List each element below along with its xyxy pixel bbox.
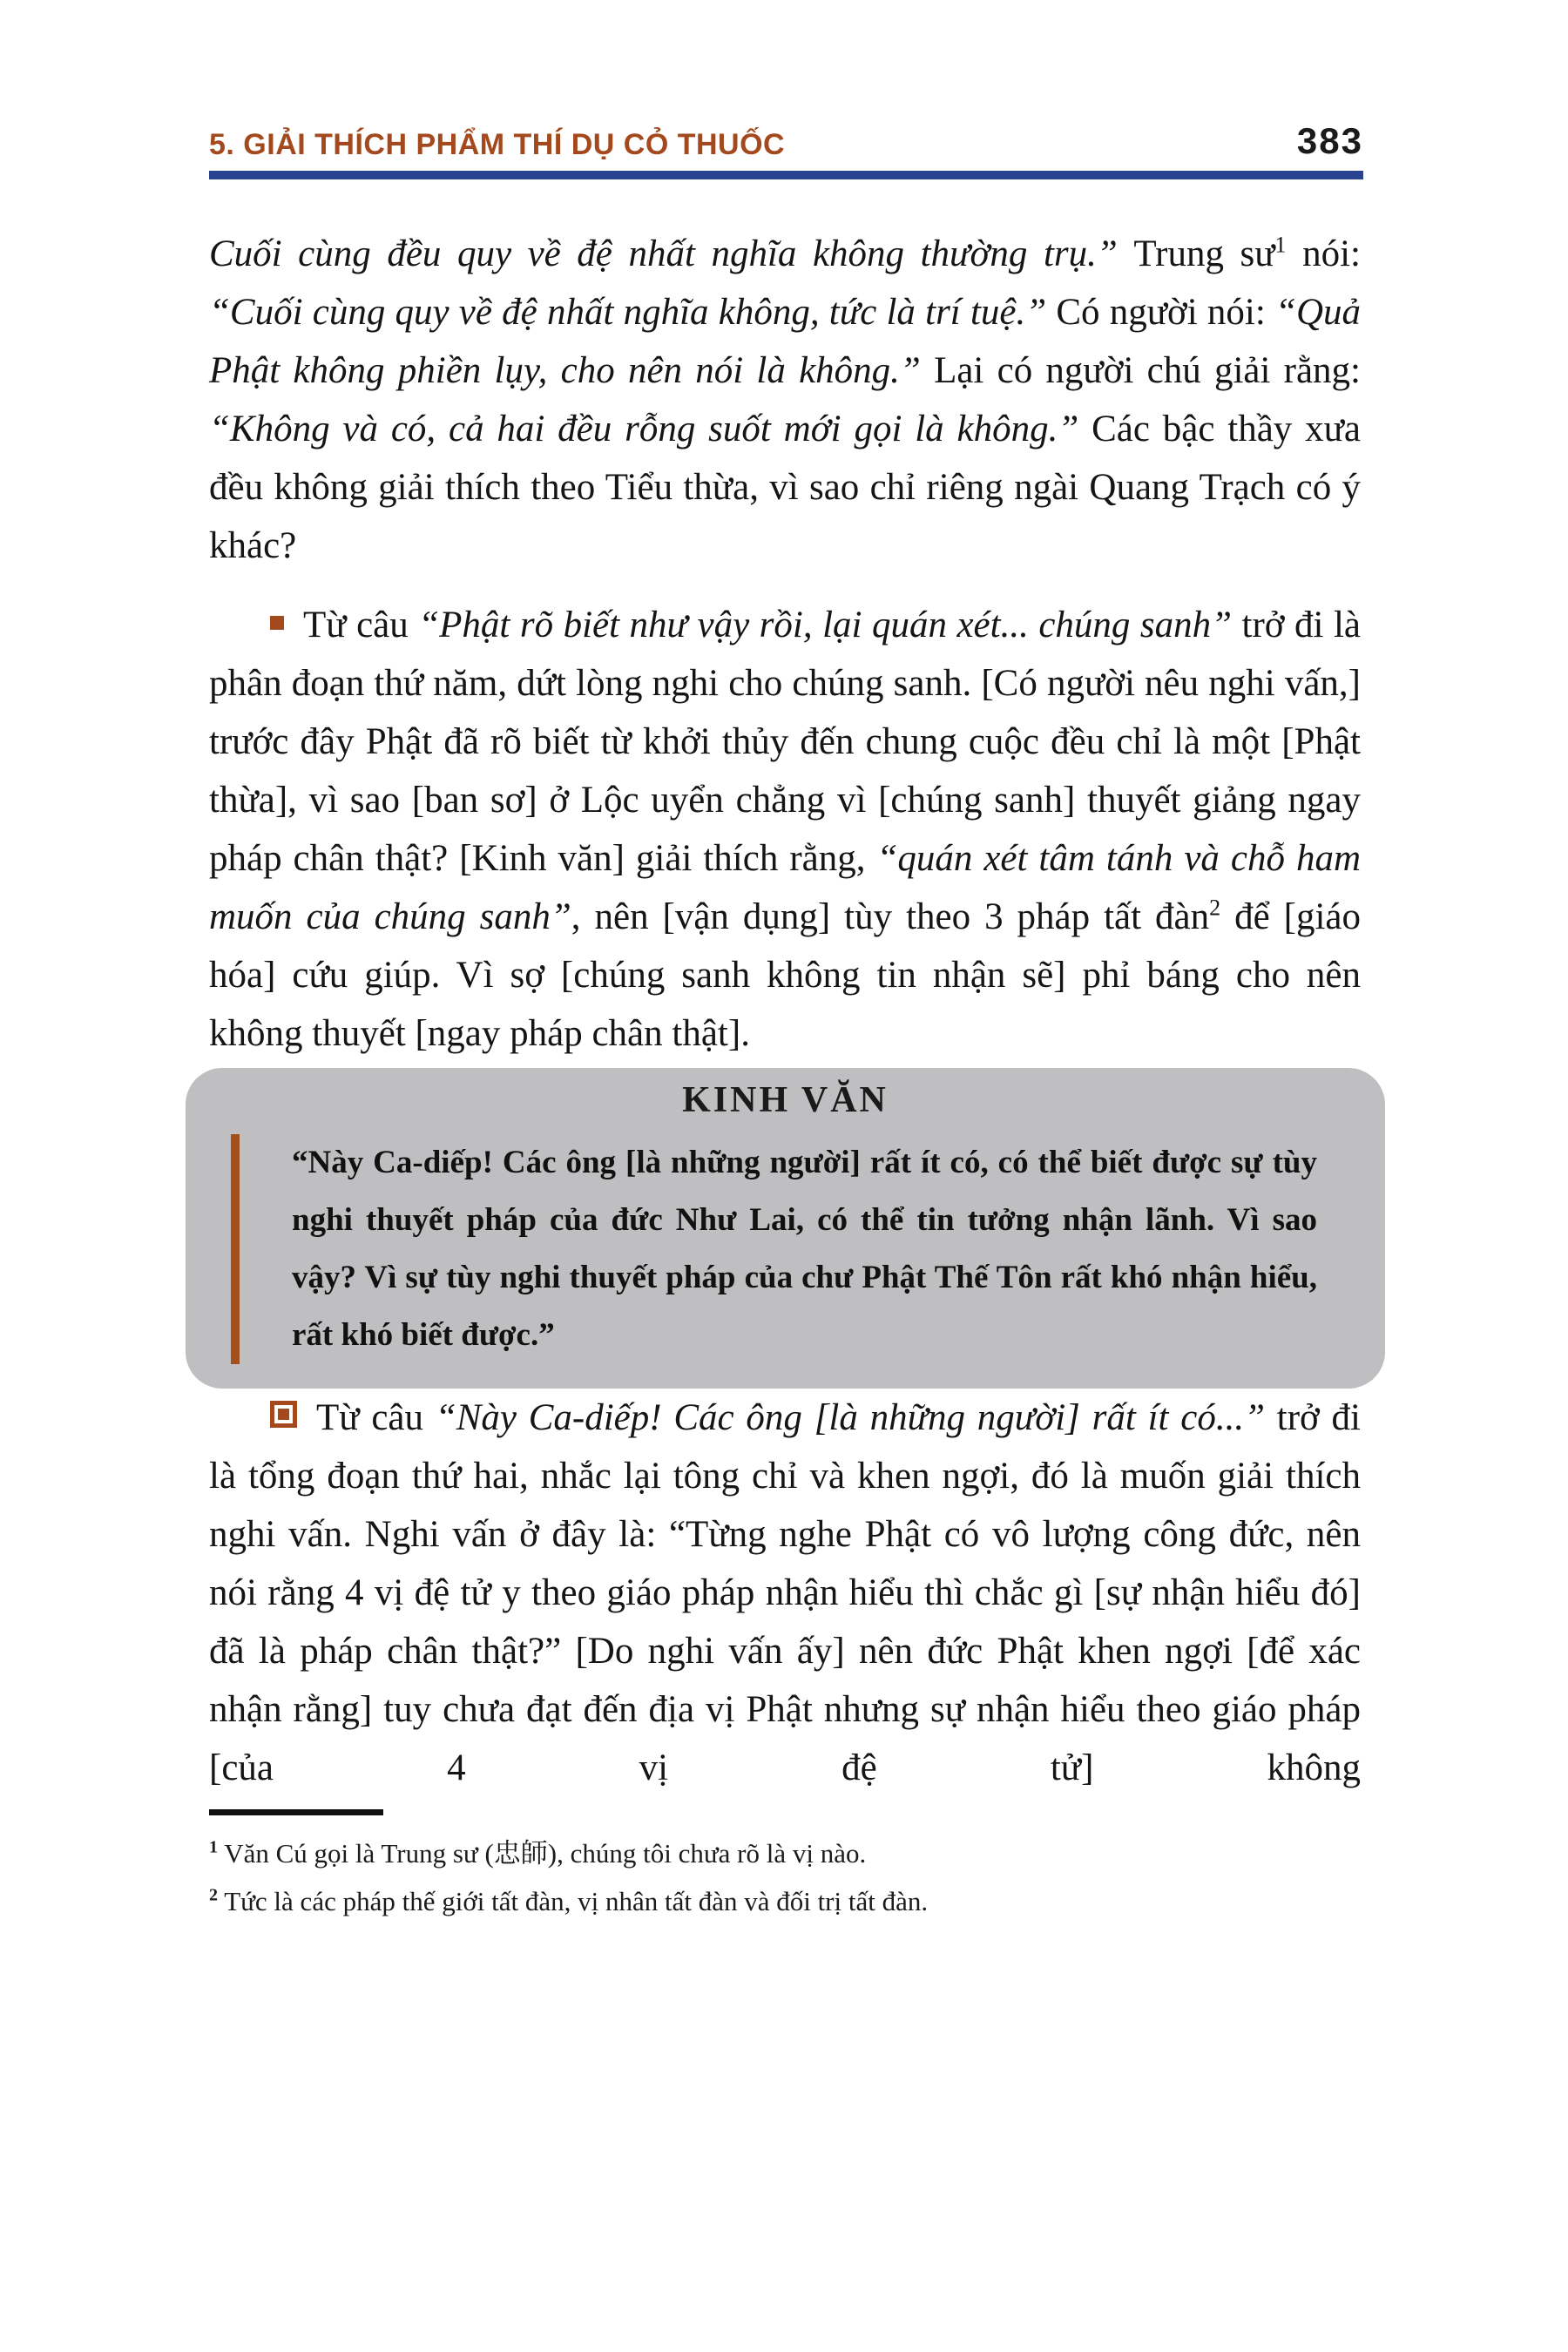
text-segment: trở đi là tổng đoạn thứ hai, nhắc lại tông chỉ và khen ngợi, đó là muốn giải thích nghi vấn. Nghi vấn ở đây là: “Từng nghe Phật có vô lượng công đức, nên nói rằng 4 vị đệ tử y theo giáo pháp nhận hiểu thì chắc gì [sự nhận hiểu đó] đã là pháp chân thật?” [Do nghi vấn ấy] nên đức Phật khen ngợi [để xác nhận rằng] tuy chưa đạt đến địa vị Phật nhưng sự nhận hiểu theo giáo pháp [của 4 vị đệ tử] không (209, 1397, 1361, 1788)
body-paragraph (209, 1389, 1361, 1797)
kinh-van-title: KINH VĂN (682, 1080, 889, 1120)
text-segment: “quán xét tâm tánh và chỗ ham muốn của chúng sanh” (209, 838, 1361, 937)
text-segment: “Phật rõ biết như vậy rồi, lại quán xét... chúng sanh” (418, 605, 1233, 645)
text-segment: “Quả Phật không phiền lụy, cho nên nói là không.” (209, 292, 1361, 391)
page-number: 383 (1296, 120, 1363, 161)
kinh-van-box (186, 1068, 1385, 1389)
text-segment: Từ câu (316, 1397, 436, 1438)
text-segment: Cuối cùng đều quy về đệ nhất nghĩa không thường trụ.” (209, 233, 1134, 274)
text-segment: “Cuối cùng quy về đệ nhất nghĩa không, tức là trí tuệ.” (209, 292, 1047, 333)
footnote-marker: 1 (209, 1837, 218, 1857)
body-paragraph (209, 596, 1361, 1063)
footnotes (209, 1829, 1361, 1925)
footnote-marker: 2 (209, 1885, 218, 1905)
footnote-text: Văn Cú gọi là Trung sư (忠師), chúng tôi chưa rõ là vị nào. (218, 1838, 867, 1869)
footnote (209, 1877, 1361, 1925)
footnote-reference: 1 (1274, 232, 1287, 258)
text-segment: Có người nói: (1046, 292, 1276, 333)
text-segment: “Không và có, cả hai đều rỗng suốt mới gọi là không.” (209, 409, 1079, 449)
outlined-square-bullet-icon (270, 1401, 297, 1428)
footnote (209, 1829, 1361, 1877)
text-segment: , nên [vận dụng] tùy theo 3 pháp tất đàn (571, 896, 1210, 937)
running-head (209, 120, 1363, 162)
text-segment: “Này Ca-diếp! Các ông [là những người] rất ít có...” (435, 1397, 1266, 1438)
filled-square-bullet-icon (270, 616, 284, 630)
page-content (209, 225, 1361, 1925)
footnote-text: Tức là các pháp thế giới tất đàn, vị nhân tất đàn và đối trị tất đàn. (218, 1886, 929, 1916)
body-paragraph (209, 225, 1361, 575)
body-paragraphs-top (209, 225, 1361, 1063)
text-segment: để [giáo hóa] cứu giúp. Vì sợ [chúng sanh không tin nhận sẽ] phỉ báng cho nên không thuyết [ngay pháp chân thật]. (209, 896, 1361, 1054)
text-segment: Lại có người chú giải rằng: (920, 350, 1361, 391)
text-segment: trở đi là phân đoạn thứ năm, dứt lòng nghi cho chúng sanh. [Có người nêu nghi vấn,] trước đây Phật đã rõ biết từ khởi thủy đến chung cuộc đều chỉ là một [Phật thừa], vì sao [ban sơ] ở Lộc uyển chẳng vì [chúng sanh] thuyết giảng ngay pháp chân thật? [Kinh văn] giải thích rằng, (209, 605, 1362, 879)
text-segment: Trung sư (1133, 233, 1275, 274)
kinh-van-quote: “Này Ca-diếp! Các ông [là những người] rất ít có, có thể biết được sự tùy nghi thuyết pháp của đức Như Lai, có thể tin tưởng nhận lãnh. Vì sao vậy? Vì sự tùy nghi thuyết pháp của chư Phật Thế Tôn rất khó nhận hiểu, rất khó biết được.” (231, 1134, 1317, 1364)
header-rule (209, 171, 1363, 179)
text-segment: nói: (1286, 233, 1361, 274)
footnote-separator (209, 1809, 383, 1815)
body-paragraphs-bottom (209, 1389, 1361, 1797)
text-segment: Từ câu (303, 605, 419, 645)
footnote-reference: 2 (1209, 895, 1221, 921)
text-segment: Các bậc thầy xưa đều không giải thích theo Tiểu thừa, vì sao chỉ riêng ngài Quang Trạch có ý khác? (209, 409, 1362, 566)
chapter-header-title: 5. GIẢI THÍCH PHẨM THÍ DỤ CỎ THUỐC (209, 128, 786, 161)
